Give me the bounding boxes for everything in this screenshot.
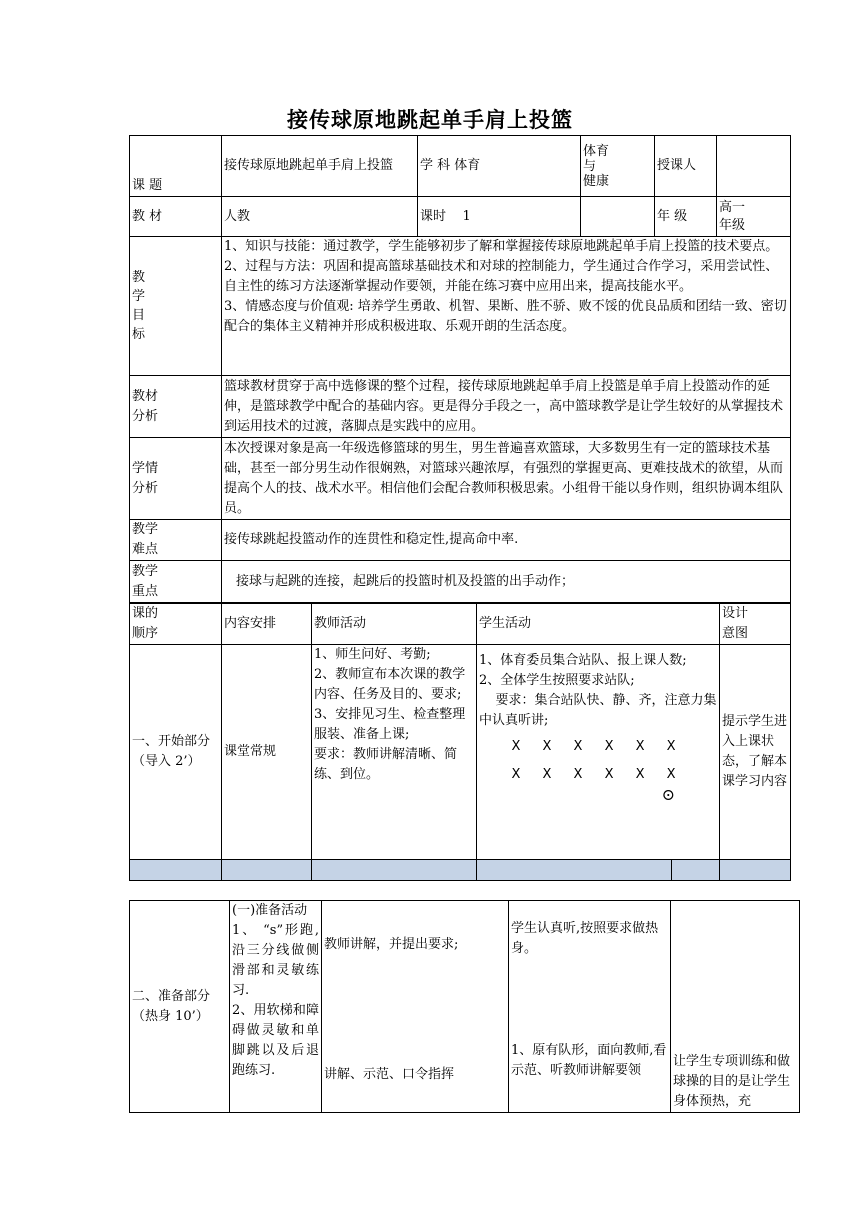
key-point-label: 教学 重点 (130, 561, 222, 603)
teacher-label: 授课人 (655, 136, 717, 197)
procedure-table (129, 603, 791, 881)
student-analysis-text: 本次授课对象是高一年级选修篮球的男生，男生普遍喜欢篮球，大多数男生有一定的篮球技术基础，甚至一部分男生动作很娴熟，对篮球兴趣浓厚，有强烈的掌握更高、更难技战术的欲望，从而提高个人的技、战术水平。相信他们会配合教师积极思索。小组骨干能以身作则，组织协调本组队员。 (222, 438, 791, 520)
section1-teacher: 1、师生问好、考勤; 2、教师宣布本次课的教学内容、任务及目的、要求; 3、安排见习生、检查整理服装、准备上课; 要求：教师讲解清晰、简练、到位。 (312, 645, 477, 860)
col-design: 设计 意图 (720, 604, 791, 645)
objective-item: 3、情感态度与价值观: 培养学生勇敢、机智、果断、胜不骄、败不馁的优良品质和团结一致、密切配合的集体主义精神并形成积极进取、乐观开朗的生活态度。 (224, 299, 787, 334)
warmup-table (129, 900, 800, 1113)
section1-student-text: 1、体育委员集合站队、报上课人数; 2、全体学生按照要求站队; 要求：集合站队快、静、齐，注意力集中认真听讲; (479, 653, 717, 728)
section1-design: 提示学生进入上课状态，了解本课学习内容 (720, 645, 791, 860)
section2-teacher-2: 讲解、示范、口令指挥 (324, 1067, 455, 1082)
section2-student-1: 学生认真听,按照要求做热身。 (511, 921, 659, 956)
hours-empty (581, 197, 655, 237)
subject-label: 学 科 体育 (418, 136, 581, 197)
section1-student (477, 645, 720, 860)
section2-order: 二、准备部分 （热身 10’） (130, 901, 230, 1113)
difficulty-label: 教学 难点 (130, 520, 222, 561)
objectives-label: 教 学 目 标 (130, 237, 222, 376)
grade-label: 年 级 (655, 197, 717, 237)
formation-row-2: X X X X X X (511, 767, 685, 782)
material-analysis-label: 教材 分析 (130, 376, 222, 438)
section2-teacher (322, 901, 509, 1113)
section1-content: 课堂常规 (222, 645, 312, 860)
col-student: 学生活动 (477, 604, 720, 645)
student-analysis-label: 学情 分析 (130, 438, 222, 520)
material-label: 教 材 (130, 197, 222, 237)
teacher-value (717, 136, 791, 197)
material-value: 人教 (222, 197, 418, 237)
section2-design: 让学生专项训练和做球操的目的是让学生身体预热，充 (671, 901, 800, 1113)
section2-student-2: 1、原有队形，面向教师,看示范、听教师讲解要领 (511, 1043, 667, 1078)
col-order: 课的 顺序 (130, 604, 222, 645)
difficulty-text: 接传球跳起投篮动作的连贯性和稳定性,提高命中率. (222, 520, 791, 561)
col-content: 内容安排 (222, 604, 312, 645)
formation-row-1: X X X X X X (511, 739, 685, 754)
section1-order: 一、开始部分 （导入 2’） (130, 645, 222, 860)
objective-item: 1、知识与技能：通过教学，学生能够初步了解和掌握接传球原地跳起单手肩上投篮的技术要点。 (224, 239, 779, 254)
objective-item: 2、过程与方法：巩固和提高篮球基础技术和对球的控制能力，学生通过合作学习，采用尝试性、自主性的练习方法逐渐掌握动作要领，并能在练习赛中应用出来，提高技能水平。 (224, 259, 779, 294)
key-point-text: 接球与起跳的连接，起跳后的投篮时机及投篮的出手动作； (222, 561, 791, 603)
hours-label: 课时 1 (418, 197, 581, 237)
topic-value: 接传球原地跳起单手肩上投篮 (222, 136, 418, 197)
document-title: 接传球原地跳起单手肩上投篮 (287, 108, 573, 132)
lesson-plan-table (129, 135, 791, 603)
objectives-content (222, 237, 791, 376)
shaded-separator-row (130, 860, 791, 881)
subject-value: 体育 与 健康 (581, 136, 655, 197)
section2-student (509, 901, 671, 1113)
teacher-position-icon: ⊙ (661, 785, 676, 804)
section2-teacher-1: 教师讲解，并提出要求; (324, 937, 459, 952)
grade-value: 高一 年级 (717, 197, 791, 237)
material-analysis-text: 篮球教材贯穿于高中选修课的整个过程，接传球原地跳起单手肩上投篮是单手肩上投篮动作的延伸，是篮球教学中配合的基础内容。更是得分手段之一，高中篮球教学是让学生较好的从掌握技术到运用技术的过渡，落脚点是实践中的应用。 (222, 376, 791, 438)
section2-content: (一)准备活动 1、 “s”形跑,沿三分线做侧滑部和灵敏练习. 2、用软梯和障碍做灵敏和单脚跳以及后退跑练习. (230, 901, 322, 1113)
col-teacher: 教师活动 (312, 604, 477, 645)
topic-label: 课 题 (130, 136, 222, 197)
